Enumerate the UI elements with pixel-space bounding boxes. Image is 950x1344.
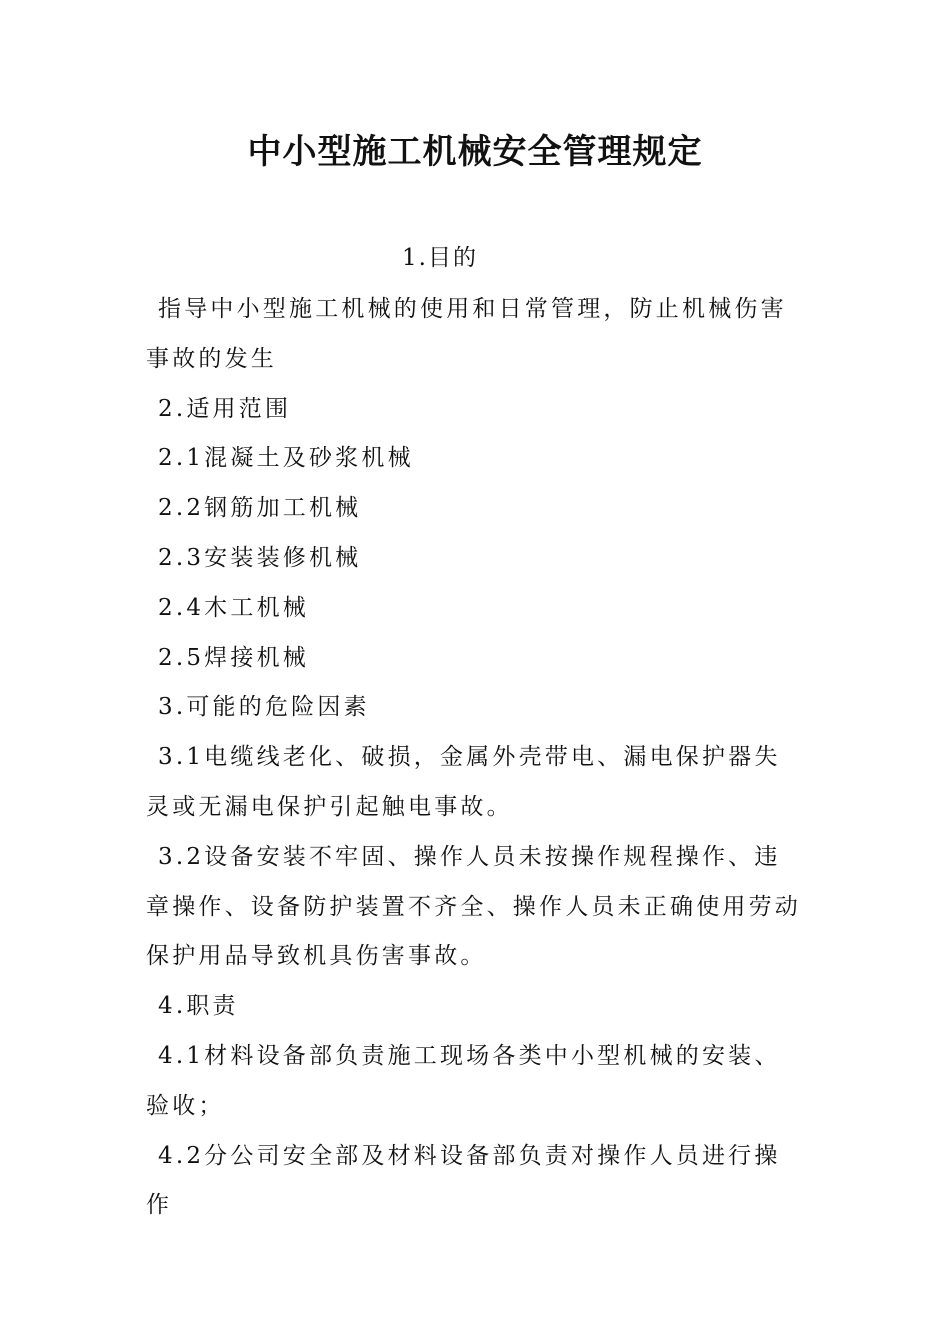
scope-item-2-5: 2.5焊接机械 (158, 644, 309, 671)
scope-item-2-4: 2.4木工机械 (158, 594, 309, 621)
hazard-item-3-2: 3.2设备安装不牢固、操作人员未按操作规程操作、违章操作、设备防护装置不齐全、操作人员未正确使用劳动保护用品导致机具伤害事故。 (146, 843, 801, 970)
section-heading-purpose: 1.目的 (402, 245, 478, 271)
heading-scope: 2.适用范围 (158, 395, 292, 422)
responsibility-item-4-2: 4.2分公司安全部及材料设备部负责对操作人员进行操作 (146, 1142, 781, 1219)
responsibility-item-4-1: 4.1材料设备部负责施工现场各类中小型机械的安装、验收； (146, 1042, 781, 1119)
hazard-item-3-1: 3.1电缆线老化、破损，金属外壳带电、漏电保护器失灵或无漏电保护引起触电事故。 (146, 744, 781, 820)
heading-hazards: 3.可能的危险因素 (158, 694, 370, 721)
document-title: 中小型施工机械安全管理规定 (247, 132, 703, 172)
scope-item-2-3: 2.3安装装修机械 (158, 544, 362, 571)
paragraph-purpose: 指导中小型施工机械的使用和日常管理，防止机械伤害事故的发生 (146, 296, 787, 372)
heading-responsibilities: 4.职责 (158, 993, 239, 1020)
scope-item-2-2: 2.2钢筋加工机械 (158, 495, 362, 522)
document-body (146, 285, 806, 1231)
scope-item-2-1: 2.1混凝土及砂浆机械 (158, 445, 414, 472)
